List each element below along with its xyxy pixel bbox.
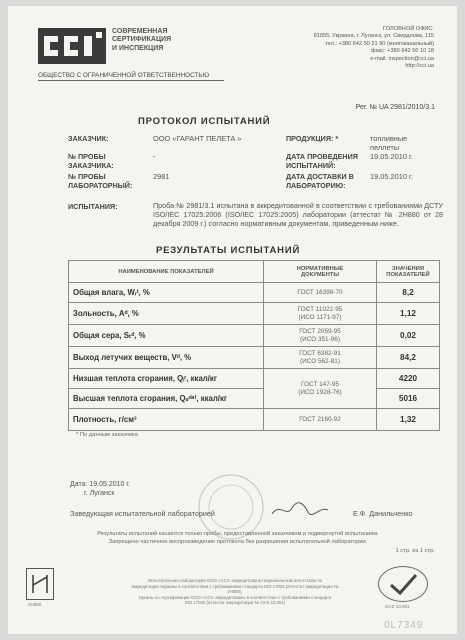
document-title: ПРОТОКОЛ ИСПЫТАНИЙ: [138, 116, 271, 127]
accreditation-mark-left: [26, 568, 54, 600]
row-name: Низшая теплота сгорания, Qᵢʳ, ккал/кг: [69, 369, 264, 389]
delivery-date-label-1: ДАТА ДОСТАВКИ В: [286, 172, 354, 181]
delivery-date-label: [286, 172, 354, 190]
row-name: Зольность, Aᵈ, %: [69, 303, 264, 325]
row-std: [264, 409, 377, 431]
head-office-email: e-mail: inspection@cci.ua: [370, 55, 434, 62]
page-number: 1 стр. из 1 стр.: [395, 548, 435, 554]
test-date-value: 19.05.2010 г.: [370, 152, 413, 161]
test-date-label-1: ДАТА ПРОВЕДЕНИЯ: [286, 152, 358, 161]
accreditation-mark-right: [378, 566, 428, 602]
row-value: 0,02: [377, 325, 440, 347]
customer-value: ООО «ГАРАНТ ПЕЛЕТА »: [153, 134, 242, 143]
table-row: [69, 347, 440, 369]
sample-lab-label-2: ЛАБОРАТОРНЫЙ:: [68, 181, 133, 190]
results-table: [68, 260, 440, 431]
tests-description: Проба № 2981/3.1 испытана в аккредитованной в соответствии с требованиями ДСТУ ISO/IEC 17025:2006 (ISO/IEC 17025:2005) лаборатории (аттестат № 2Н880 от 28 декабря 2009 г.) согласно нормативным документам, приведенным ниже.: [153, 201, 443, 228]
logo-line-1: СОВРЕМЕННАЯ: [112, 28, 168, 35]
row-name: Плотность, г/см³: [69, 409, 264, 431]
head-office-address: 91055, Украина, г. Луганск, ул. Свердлова, 115: [313, 33, 434, 40]
accreditation-line-2: аккредитации Украины в соответствии с требованиями стандарта ISO 17025 (аттестат аккредитации № 2Н880).: [131, 583, 339, 595]
row-std: [264, 325, 377, 347]
document-sheet: [8, 6, 457, 634]
org-form: ОБЩЕСТВО С ОГРАНИЧЕННОЙ ОТВЕТСТВЕННОСТЬЮ: [38, 72, 210, 79]
table-header-row: [69, 261, 440, 283]
row-std-1: ГОСТ 2160-92: [299, 415, 341, 423]
col-value-header-1: ЗНАЧЕНИЯ: [391, 265, 425, 272]
registration-number: Рег. № UA 2981/2010/3.1: [355, 104, 435, 111]
sample-customer-label: [68, 152, 114, 170]
accreditation-left-caption: 2Н880: [28, 602, 42, 607]
results-title: РЕЗУЛЬТАТЫ ИСПЫТАНИЙ: [156, 245, 301, 256]
head-office-title: ГОЛОВНОЙ ОФИС:: [383, 26, 434, 32]
col-value-header: [377, 261, 440, 283]
row-value: 5016: [377, 389, 440, 409]
row-value: 1,32: [377, 409, 440, 431]
delivery-date-label-2: ЛАБОРАТОРИЮ:: [286, 181, 346, 190]
tests-label: ИСПЫТАНИЯ:: [68, 202, 118, 211]
sample-customer-value: -: [153, 152, 156, 161]
signature: [270, 500, 330, 520]
row-std-1: ГОСТ 147-95: [300, 380, 340, 388]
date-line: Дата: 19.05.2010 г.: [70, 481, 131, 488]
disclaimer-line-2: Запрещено частичное воспроизведение протокола без разрешения испытательной лаборатории.: [108, 539, 368, 545]
disclaimer-line-1: Результаты испытаний касаются только пробы, предоставленной заказчиком и подвергнутой испытаниям.: [97, 531, 379, 537]
col-std-header-2: ДОКУМЕНТЫ: [300, 271, 340, 278]
table-row: [69, 325, 440, 347]
row-std-1: ГОСТ 11022-95: [297, 305, 343, 313]
row-value: 8,2: [377, 283, 440, 303]
row-std-2: (ИСО 1171-97): [298, 313, 342, 321]
head-office-fax: факс: +380 642 50 10 18: [371, 48, 434, 55]
row-name: Общая влага, Wᵣᵗ, %: [69, 283, 264, 303]
col-std-header-1: НОРМАТИВНЫЕ: [296, 265, 344, 272]
accreditation-line-3: Органы по сертификации ООО «CCI» аккредитованы в соответствии с требованиями стандарта: [138, 594, 332, 600]
delivery-date-value: 19.05.2010 г.: [370, 172, 413, 181]
org-underline: [38, 80, 224, 81]
row-std: [264, 347, 377, 369]
sample-lab-value: 2981: [153, 172, 170, 181]
manager-name: Е.Ф. Данильченко: [353, 509, 413, 518]
logo-text: [112, 28, 171, 53]
customer-label: ЗАКАЗЧИК:: [68, 134, 109, 143]
sample-lab-label: [68, 172, 132, 190]
table-row: [69, 369, 440, 389]
row-name: Высшая теплота сгорания, Qₛᵈᵃᶠ, ккал/кг: [69, 389, 264, 409]
row-std-2: (ИСО 562-81): [300, 357, 340, 365]
row-value: 1,12: [377, 303, 440, 325]
accreditation-right-caption: OAS 10.001: [385, 604, 410, 609]
product-value-line-2: пеллеты: [370, 143, 400, 152]
table-row: [69, 283, 440, 303]
logo-line-2: СЕРТИФИКАЦИЯ: [112, 36, 172, 44]
product-value-line-1: топливные: [370, 134, 408, 143]
sample-lab-label-1: № ПРОБЫ: [68, 172, 106, 181]
row-std-2: (ИСО 351-96): [300, 335, 340, 343]
row-std-1: ГОСТ 6382-91: [299, 349, 341, 357]
sample-customer-label-2: ЗАКАЗЧИКА:: [68, 161, 114, 170]
row-value: 84,2: [377, 347, 440, 369]
product-value: [370, 134, 407, 152]
manager-label: Заведующая испытательной лабораторией: [70, 509, 215, 518]
row-name: Выход летучих веществ, Vᵈ, %: [69, 347, 264, 369]
accreditation-line-1: Испытательная лаборатория ООО «CCI» аккредитована Национальным агентством по: [147, 578, 323, 583]
footnote: * По данным заказчика: [76, 432, 138, 438]
head-office-block: [314, 26, 434, 70]
table-row: [69, 409, 440, 431]
row-std: [264, 283, 377, 303]
table-row: [69, 389, 440, 409]
accreditation-text: [128, 578, 342, 606]
col-std-header: [264, 261, 377, 283]
row-std-2: (ИСО 1928-76): [298, 388, 342, 396]
sample-customer-label-1: № ПРОБЫ: [68, 152, 106, 161]
test-date-label: [286, 152, 358, 170]
head-office-tel: тел.: +380 642 50 21 90 (многоканальный): [325, 40, 434, 47]
head-office-web: http://cci.ua: [405, 63, 434, 70]
logo-line-3: И ИНСПЕКЦИЯ: [112, 44, 164, 52]
row-name: Общая сера, Sₜᵈ, %: [69, 325, 264, 347]
serial-number: 0L7349: [384, 620, 424, 631]
row-value: 4220: [377, 369, 440, 389]
row-std-1: ГОСТ 2059-95: [299, 327, 341, 335]
col-value-header-2: ПОКАЗАТЕЛЕЙ: [386, 271, 430, 278]
row-std-1: ГОСТ 16399-70: [297, 288, 343, 296]
city-line: г. Луганск: [84, 489, 115, 497]
disclaimer: [48, 530, 428, 546]
accreditation-line-4: ISO 17020 (аттестат аккредитации № OAS 10.001): [184, 600, 286, 606]
row-std: [264, 303, 377, 325]
table-row: [69, 303, 440, 325]
date-block: [70, 481, 130, 499]
product-label: ПРОДУКЦИЯ: *: [286, 134, 339, 143]
test-date-label-2: ИСПЫТАНИЙ:: [286, 161, 336, 170]
row-std: [264, 369, 377, 409]
col-name-header: НАИМЕНОВАНИЕ ПОКАЗАТЕЛЕЙ: [69, 261, 264, 283]
